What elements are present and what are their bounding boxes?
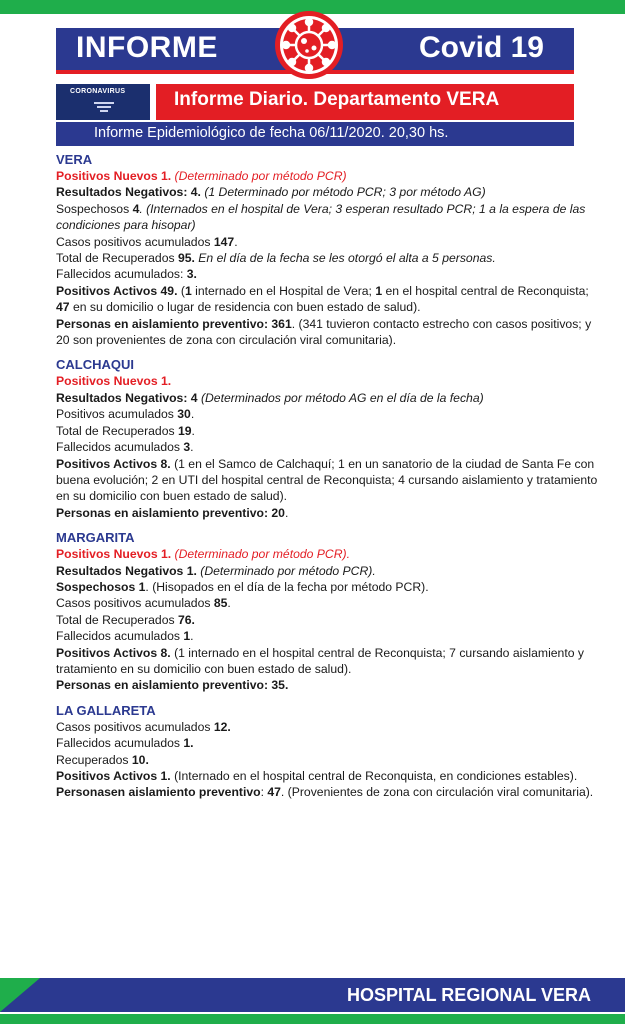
coronavirus-logo-title: CORONAVIRUS [70, 88, 126, 95]
preventive-isolation: Personas en aislamiento preventivo: 20. [56, 505, 289, 520]
coronavirus-logo-mark [94, 101, 114, 113]
new-positives: Positivos Nuevos 1. (Determinado por método PCR) [56, 169, 347, 183]
coronavirus-logo [56, 84, 150, 120]
footer-banner [0, 978, 625, 1012]
suspected-cases: Sospechosos 1. (Hisopados en el día de la fecha por método PCR). [56, 579, 429, 594]
active-positives: Positivos Activos 1. (Internado en el hospital central de Reconquista, en condiciones estables). [56, 769, 578, 783]
virus-icon [274, 10, 344, 80]
header-title-right: Covid 19 [418, 31, 544, 64]
section-title: CALCHAQUI [56, 357, 134, 373]
new-positives: Positivos Nuevos 1. [56, 374, 172, 389]
section-vera [56, 151, 604, 348]
daily-report-title: Informe Diario. Departamento VERA [174, 89, 500, 110]
recovered-total: Total de Recuperados 76. [56, 612, 195, 627]
cumulative-deaths: Fallecidos acumulados: 3. [56, 267, 197, 282]
daily-report-banner [156, 84, 574, 120]
bottom-green-bar [0, 1014, 625, 1024]
recovered-total: Total de Recuperados 95. En el día de la fecha se les otorgó el alta a 5 personas. [56, 251, 496, 266]
cumulative-positives: Casos positivos acumulados 147. [56, 234, 238, 249]
cumulative-deaths: Fallecidos acumulados 1. [56, 736, 194, 751]
section-title: LA GALLARETA [56, 702, 156, 718]
section-title: VERA [56, 152, 93, 167]
cumulative-positives: Positivos acumulados 30. [56, 407, 195, 422]
cumulative-positives: Casos positivos acumulados 85. [56, 596, 231, 611]
header-title-left: INFORME [76, 31, 218, 64]
preventive-isolation: Personas en aislamiento preventivo: 361. (341 tuvieron contacto estrecho con casos positivos; y 20 son provenientes de zona con circulación viral comunitaria). [56, 316, 592, 348]
section-margarita [56, 529, 604, 694]
epidemiological-banner [56, 122, 574, 146]
section-calchaqui [56, 356, 604, 521]
active-positives: Positivos Activos 8. (1 en el Samco de Calchaquí; 1 en un sanatorio de la ciudad de Santa Fe con buena evolución; 2 en UTI del hospital central de Reconquista; 4 cursando aislamiento y tratamiento en su domicilio con buen estado de salud). [56, 456, 598, 504]
footer-green-wedge [0, 978, 40, 1012]
negative-results: Resultados Negativos 1. (Determinado por método PCR). [56, 563, 376, 578]
cumulative-positives: Casos positivos acumulados 12. [56, 719, 231, 734]
active-positives: Positivos Activos 49. (1 internado en el Hospital de Vera; 1 en el hospital central de Reconquista; 47 en su domicilio o lugar de residencia con buen estado de salud). [56, 283, 589, 315]
recovered-total: Total de Recuperados 19. [56, 423, 195, 438]
suspected-cases: Sospechosos 4. (Internados en el hospital de Vera; 3 esperan resultado PCR; 1 a la espera de las condiciones para hisopar) [56, 201, 586, 233]
section-la-gallareta [56, 702, 604, 801]
preventive-isolation: Personasen aislamiento preventivo: 47. (Provenientes de zona con circulación viral comunitaria). [56, 785, 594, 800]
cumulative-deaths: Fallecidos acumulados 1. [56, 629, 194, 644]
section-title: MARGARITA [56, 530, 135, 546]
active-positives: Positivos Activos 8. (1 internado en el hospital central de Reconquista; 7 cursando aislamiento y tratamiento en su domicilio con buen estado de salud). [56, 645, 584, 676]
report-content [56, 151, 604, 809]
preventive-isolation: Personas en aislamiento preventivo: 35. [56, 678, 289, 693]
epidemiological-date: Informe Epidemiológico de fecha 06/11/2020. 20,30 hs. [94, 125, 449, 141]
negative-results: Resultados Negativos: 4. (1 Determinado por método PCR; 3 por método AG) [56, 185, 486, 200]
footer-hospital-name: HOSPITAL REGIONAL VERA [346, 985, 591, 1005]
cumulative-deaths: Fallecidos acumulados 3. [56, 440, 194, 455]
new-positives: Positivos Nuevos 1. (Determinado por método PCR). [56, 547, 350, 562]
negative-results: Resultados Negativos: 4 (Determinados por método AG en el día de la fecha) [56, 390, 484, 405]
recovered-total: Recuperados 10. [56, 752, 149, 767]
